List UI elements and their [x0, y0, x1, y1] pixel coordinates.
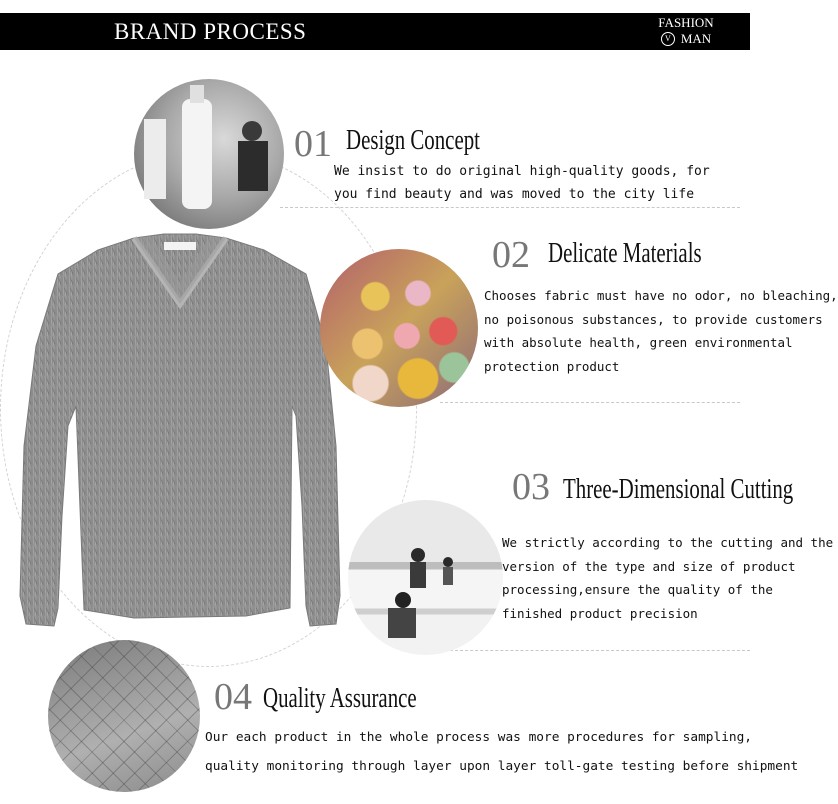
materials-yarn-photo [320, 249, 478, 407]
body-line: version of the type and size of product [502, 558, 796, 574]
design-concept-photo [134, 79, 284, 229]
cutting-factory-photo [348, 500, 503, 655]
body-line: quality monitoring through layer upon layer toll-gate testing before shipment [205, 759, 799, 774]
section-body-3 [502, 531, 833, 625]
brand-line-2: MAN [680, 31, 712, 46]
section-title-1: Design Concept [346, 124, 480, 156]
section-title-3: Three-Dimensional Cutting [563, 473, 794, 505]
body-line: protection product [484, 358, 620, 374]
section-number-3: 03 [512, 466, 550, 508]
brand-logo [654, 15, 718, 47]
sweater-label [164, 242, 196, 250]
body-line: We strictly according to the cutting and the [502, 535, 834, 550]
section-number-1: 01 [294, 123, 332, 165]
v-badge-icon: V [661, 32, 675, 46]
brand-line-1: FASHION [658, 15, 714, 30]
section-title-2: Delicate Materials [548, 237, 702, 269]
page-title: BRAND PROCESS [114, 19, 307, 44]
sweater-product-image [14, 226, 346, 636]
body-line: We insist to do original high-quality goods, for [334, 164, 710, 179]
body-line: Chooses fabric must have no odor, no bleaching, [484, 288, 838, 303]
body-line: finished product precision [502, 605, 698, 621]
section-body-2 [484, 284, 838, 378]
mannequin-icon [134, 79, 284, 229]
body-line: with absolute health, green environmental [484, 335, 793, 350]
section-body-1 [334, 160, 710, 206]
body-line: you find beauty and was moved to the city life [334, 187, 695, 202]
section-number-2: 02 [492, 234, 530, 276]
quality-fabric-photo [48, 640, 200, 792]
divider-1 [280, 207, 740, 208]
divider-2 [440, 402, 740, 403]
section-body-4 [205, 723, 798, 781]
section-title-4: Quality Assurance [263, 682, 417, 714]
workers-icon [348, 500, 503, 655]
header-bar [0, 13, 750, 50]
body-line: Our each product in the whole process was more procedures for sampling, [205, 730, 753, 745]
body-line: processing,ensure the quality of the [502, 582, 773, 597]
body-line: no poisonous substances, to provide customers [484, 311, 823, 327]
section-number-4: 04 [214, 676, 252, 718]
